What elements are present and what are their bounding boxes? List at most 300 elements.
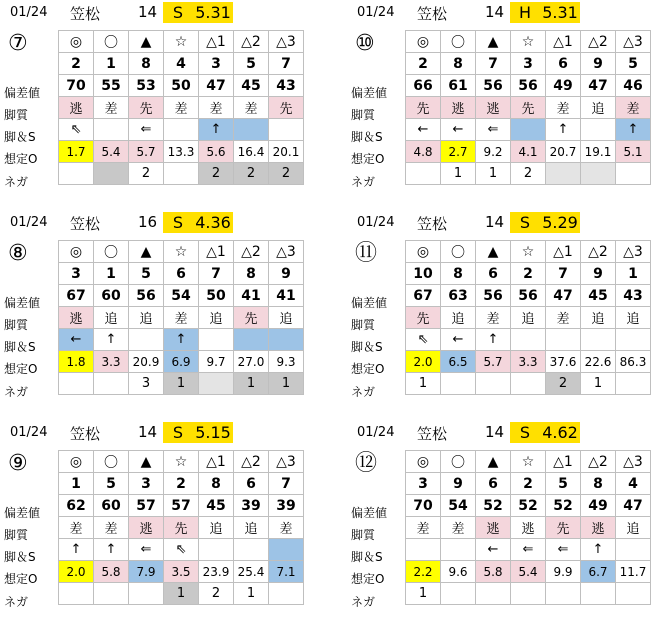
grid-cell: 5.7	[129, 141, 164, 163]
grid-cell: 9.3	[269, 351, 304, 373]
grid-cell: 46	[616, 75, 651, 97]
grid-cell: 2	[511, 473, 546, 495]
race-panel	[0, 0, 320, 205]
grid-cell: 2	[406, 53, 441, 75]
grid-row-marks	[406, 31, 651, 53]
grid-row-odds	[406, 351, 651, 373]
grid-cell: 逃	[59, 307, 94, 329]
race-grid	[405, 30, 651, 185]
grid-cell: 49	[581, 495, 616, 517]
grid-cell: 9.2	[476, 141, 511, 163]
grid-cell	[129, 583, 164, 605]
grid-row-arrow	[406, 329, 651, 351]
grid-cell: 〇	[441, 241, 476, 263]
grid-cell: 7	[199, 263, 234, 285]
grid-cell: 差	[59, 517, 94, 539]
grid-cell	[94, 163, 129, 185]
grid-cell	[546, 583, 581, 605]
race-header	[0, 0, 320, 24]
grid-cell: ←	[441, 119, 476, 141]
grid-cell: 8	[441, 53, 476, 75]
grid-cell: 3	[59, 263, 94, 285]
grid-cell: 追	[199, 307, 234, 329]
grid-cell: 43	[269, 75, 304, 97]
venue-name: 笠松	[70, 215, 101, 233]
row-label: ネガ	[351, 385, 376, 399]
grid-cell: 〇	[94, 31, 129, 53]
grid-cell: 5.6	[199, 141, 234, 163]
grid-cell	[581, 163, 616, 185]
grid-cell: 差	[94, 97, 129, 119]
grid-cell: 5.4	[94, 141, 129, 163]
grid-cell	[199, 373, 234, 395]
grid-cell: 63	[441, 285, 476, 307]
grid-cell: 1	[269, 373, 304, 395]
grid-row-dev	[59, 75, 304, 97]
grid-cell: 16.4	[234, 141, 269, 163]
race-date: 01/24	[10, 215, 48, 230]
grid-cell: ⇐	[476, 119, 511, 141]
race-header	[347, 0, 667, 24]
grid-cell: 2	[546, 373, 581, 395]
grid-cell: 3	[129, 373, 164, 395]
grid-cell: 差	[94, 517, 129, 539]
venue-name: 笠松	[417, 5, 448, 23]
row-label: 想定O	[4, 362, 38, 376]
grid-cell: ↑	[94, 329, 129, 351]
race-grid	[58, 240, 304, 395]
row-label: 脚＆S	[351, 550, 383, 564]
row-label: 想定O	[4, 572, 38, 586]
grid-cell: 先	[234, 307, 269, 329]
grid-cell: 2.0	[59, 561, 94, 583]
grid-row-num	[59, 473, 304, 495]
score-badge: 4.36	[193, 212, 233, 233]
grid-cell: 追	[581, 97, 616, 119]
row-label: 脚質	[4, 318, 29, 332]
row-label: 想定O	[4, 152, 38, 166]
grid-cell: 3.5	[164, 561, 199, 583]
grid-cell: ↑	[476, 329, 511, 351]
grid-cell: ↑	[616, 119, 651, 141]
grid-cell: 5.8	[476, 561, 511, 583]
grid-cell: 47	[199, 75, 234, 97]
row-label: 想定O	[351, 152, 385, 166]
grid-cell: 1	[94, 53, 129, 75]
grid-cell	[511, 329, 546, 351]
grid-cell: 52	[546, 495, 581, 517]
grid-row-dev	[59, 495, 304, 517]
row-label: 脚＆S	[4, 550, 36, 564]
grid-cell: 8	[581, 473, 616, 495]
grid-cell: 逃	[476, 97, 511, 119]
grid-cell: 差	[269, 517, 304, 539]
row-label: 脚質	[351, 318, 376, 332]
grid-row-style	[59, 307, 304, 329]
grid-cell: 〇	[441, 31, 476, 53]
grid-cell: ⇐	[546, 539, 581, 561]
grid-cell: 20.7	[546, 141, 581, 163]
row-label: ネガ	[351, 175, 376, 189]
grid-row-style	[406, 97, 651, 119]
grid-cell: 差	[441, 517, 476, 539]
grid-cell: 70	[406, 495, 441, 517]
grid-cell	[199, 329, 234, 351]
grid-row-marks	[406, 241, 651, 263]
venue-name: 笠松	[70, 425, 101, 443]
grid-cell: 差	[476, 307, 511, 329]
grid-cell: 2	[269, 163, 304, 185]
grid-cell: 52	[476, 495, 511, 517]
runner-count: 14	[485, 213, 505, 231]
grid-cell: 9	[269, 263, 304, 285]
grid-cell: 7	[269, 53, 304, 75]
grid-cell: 41	[234, 285, 269, 307]
grid-cell: 5	[546, 473, 581, 495]
grid-row-odds	[406, 141, 651, 163]
grid-row-arrow	[406, 119, 651, 141]
grid-cell	[269, 119, 304, 141]
race-header	[0, 210, 320, 234]
grid-row-odds	[59, 141, 304, 163]
race-number: ⑦	[8, 31, 28, 56]
grid-cell: 25.4	[234, 561, 269, 583]
grid-row-style	[406, 307, 651, 329]
grid-cell: 2	[234, 163, 269, 185]
grid-cell: 1.7	[59, 141, 94, 163]
grid-cell: 3	[511, 53, 546, 75]
venue-name: 笠松	[417, 215, 448, 233]
grid-cell: 追	[269, 307, 304, 329]
grid-cell: 1	[476, 163, 511, 185]
grid-row-num	[59, 263, 304, 285]
race-panel	[347, 420, 667, 625]
grid-cell: 5	[616, 53, 651, 75]
grid-cell: 逃	[441, 97, 476, 119]
row-label: 偏差値	[4, 86, 41, 100]
grid-cell: 追	[199, 517, 234, 539]
race-date: 01/24	[10, 5, 48, 20]
grid-cell: △1	[546, 241, 581, 263]
grid-cell	[546, 329, 581, 351]
grid-cell: 4	[164, 53, 199, 75]
grid-cell: ⇐	[511, 539, 546, 561]
row-label: 脚質	[4, 108, 29, 122]
grid-cell: 1	[581, 373, 616, 395]
grid-cell	[129, 329, 164, 351]
grid-cell: ↑	[164, 329, 199, 351]
grid-cell: ↑	[199, 119, 234, 141]
race-date: 01/24	[357, 5, 395, 20]
grid-cell	[546, 163, 581, 185]
grid-cell: 1	[616, 263, 651, 285]
grid-cell: ⇖	[59, 119, 94, 141]
grid-row-arrow	[59, 329, 304, 351]
grid-cell: 41	[269, 285, 304, 307]
grid-cell: 6.9	[164, 351, 199, 373]
grid-cell: 7	[546, 263, 581, 285]
grid-cell: 逃	[511, 517, 546, 539]
row-label: ネガ	[4, 385, 29, 399]
grid-cell	[269, 329, 304, 351]
grid-cell: 3	[199, 53, 234, 75]
race-number: ⑨	[8, 451, 28, 476]
grid-cell: 差	[164, 97, 199, 119]
grid-cell: 19.1	[581, 141, 616, 163]
race-date: 01/24	[357, 425, 395, 440]
grid-row-odds	[59, 351, 304, 373]
grid-cell	[511, 583, 546, 605]
grid-cell	[406, 163, 441, 185]
grid-cell: △2	[581, 241, 616, 263]
grid-cell: 1	[164, 583, 199, 605]
grid-cell	[234, 119, 269, 141]
grid-cell: △1	[199, 31, 234, 53]
race-panel	[347, 0, 667, 205]
grid-cell: 66	[406, 75, 441, 97]
grid-row-neg	[59, 163, 304, 185]
runner-count: 14	[138, 423, 158, 441]
grid-row-neg	[406, 163, 651, 185]
grid-row-num	[406, 53, 651, 75]
row-label: 脚質	[4, 528, 29, 542]
grid-cell: △2	[581, 31, 616, 53]
grid-row-dev	[406, 285, 651, 307]
grid-row-marks	[59, 451, 304, 473]
grid-cell: 9	[441, 473, 476, 495]
grid-cell: ▲	[476, 241, 511, 263]
grid-cell: 70	[59, 75, 94, 97]
grid-cell: ←	[406, 119, 441, 141]
runner-count: 16	[138, 213, 158, 231]
grade-badge: H	[510, 2, 540, 23]
grid-cell	[269, 539, 304, 561]
grid-cell: 54	[441, 495, 476, 517]
grid-cell	[59, 163, 94, 185]
grid-cell: 6.5	[441, 351, 476, 373]
grid-row-num	[59, 53, 304, 75]
grid-cell: 9	[581, 263, 616, 285]
row-label: 脚質	[351, 528, 376, 542]
grid-row-arrow	[406, 539, 651, 561]
grid-row-marks	[406, 451, 651, 473]
race-panel	[0, 420, 320, 625]
grid-cell: 60	[94, 285, 129, 307]
grid-cell: 3	[129, 473, 164, 495]
grid-cell: 1	[59, 473, 94, 495]
grid-cell	[234, 329, 269, 351]
score-badge: 5.31	[540, 2, 580, 23]
grid-cell: 7	[476, 53, 511, 75]
grade-badge: S	[163, 422, 193, 443]
grid-cell: 47	[616, 495, 651, 517]
grid-cell: ☆	[164, 241, 199, 263]
runner-count: 14	[485, 423, 505, 441]
grid-cell: ◎	[59, 241, 94, 263]
grid-cell: ▲	[476, 31, 511, 53]
race-header	[347, 420, 667, 444]
grid-cell	[406, 539, 441, 561]
grid-cell: 逃	[129, 517, 164, 539]
grid-cell: 67	[59, 285, 94, 307]
grid-cell: 5.4	[511, 561, 546, 583]
grid-cell: 1.8	[59, 351, 94, 373]
grid-row-dev	[406, 495, 651, 517]
grid-cell: ←	[441, 329, 476, 351]
grid-cell: 先	[164, 517, 199, 539]
grid-cell: 56	[476, 75, 511, 97]
grid-cell: △2	[234, 241, 269, 263]
row-label: 脚質	[351, 108, 376, 122]
grid-cell: 6	[476, 473, 511, 495]
grid-cell: 43	[616, 285, 651, 307]
grid-cell: 55	[94, 75, 129, 97]
row-label: 脚＆S	[4, 340, 36, 354]
row-label: 偏差値	[4, 296, 41, 310]
grid-cell: △3	[616, 31, 651, 53]
grid-cell: ↑	[546, 119, 581, 141]
race-header	[0, 420, 320, 444]
grid-cell	[476, 373, 511, 395]
race-number: ⑪	[355, 241, 378, 266]
grid-cell: ←	[59, 329, 94, 351]
grid-cell: ◎	[406, 451, 441, 473]
grid-cell	[164, 119, 199, 141]
grid-cell	[164, 163, 199, 185]
grid-cell: 先	[269, 97, 304, 119]
grade-badge: S	[163, 2, 193, 23]
row-label: 偏差値	[4, 506, 41, 520]
grid-cell: 9.7	[199, 351, 234, 373]
grid-cell: 39	[234, 495, 269, 517]
grid-cell: 逃	[581, 517, 616, 539]
grid-cell: 〇	[94, 241, 129, 263]
grid-cell: 22.6	[581, 351, 616, 373]
grid-cell: 53	[129, 75, 164, 97]
grid-cell: 7	[269, 473, 304, 495]
grid-cell: 1	[234, 373, 269, 395]
grid-row-arrow	[59, 539, 304, 561]
grid-cell: 5.1	[616, 141, 651, 163]
grid-cell: 8	[129, 53, 164, 75]
grid-cell: 8	[234, 263, 269, 285]
grid-cell: 6	[164, 263, 199, 285]
grid-cell: 3.3	[511, 351, 546, 373]
grid-cell: ▲	[129, 451, 164, 473]
grid-cell	[94, 583, 129, 605]
grid-cell: ⇖	[406, 329, 441, 351]
grid-cell: 57	[164, 495, 199, 517]
grid-cell: △2	[234, 451, 269, 473]
grid-cell: △3	[269, 241, 304, 263]
grid-cell: ↑	[94, 539, 129, 561]
grade-badge: S	[163, 212, 193, 233]
grid-cell: 9.9	[546, 561, 581, 583]
grid-cell: 50	[164, 75, 199, 97]
grid-cell: 56	[511, 285, 546, 307]
grid-cell: 8	[441, 263, 476, 285]
grid-cell: 2.0	[406, 351, 441, 373]
row-label: 偏差値	[351, 506, 388, 520]
grid-cell	[581, 329, 616, 351]
row-label: 偏差値	[351, 86, 388, 100]
row-label: 想定O	[351, 572, 385, 586]
grid-row-num	[406, 263, 651, 285]
grid-row-neg	[406, 373, 651, 395]
grid-cell: 1	[234, 583, 269, 605]
grid-cell: △3	[269, 451, 304, 473]
grid-cell	[59, 583, 94, 605]
grid-cell: 45	[581, 285, 616, 307]
venue-name: 笠松	[70, 5, 101, 23]
grid-cell: 7.1	[269, 561, 304, 583]
grid-cell: 追	[581, 307, 616, 329]
race-panel	[0, 210, 320, 415]
grid-cell: △1	[546, 31, 581, 53]
row-label: ネガ	[4, 595, 29, 609]
grid-cell: 先	[406, 307, 441, 329]
grid-cell: 10	[406, 263, 441, 285]
grid-cell: 39	[269, 495, 304, 517]
grid-cell	[511, 373, 546, 395]
grid-cell: ←	[476, 539, 511, 561]
race-number: ⑧	[8, 241, 28, 266]
grid-cell: 5.8	[94, 561, 129, 583]
grid-cell	[441, 539, 476, 561]
grid-cell: 86.3	[616, 351, 651, 373]
grid-cell: 2	[59, 53, 94, 75]
grid-cell: 先	[406, 97, 441, 119]
grid-row-neg	[59, 583, 304, 605]
race-number: ⑫	[355, 451, 378, 476]
grid-cell: ▲	[476, 451, 511, 473]
venue-name: 笠松	[417, 425, 448, 443]
grid-cell: ↑	[581, 539, 616, 561]
runner-count: 14	[138, 3, 158, 21]
grid-cell: 6	[476, 263, 511, 285]
grid-cell: 6	[546, 53, 581, 75]
grid-cell	[441, 373, 476, 395]
grid-row-dev	[406, 75, 651, 97]
grid-cell: 5.7	[476, 351, 511, 373]
grid-cell: 47	[546, 285, 581, 307]
race-grid	[405, 450, 651, 605]
grid-cell: 2	[199, 163, 234, 185]
grid-cell: 54	[164, 285, 199, 307]
grid-cell: 5	[234, 53, 269, 75]
grid-cell: 追	[129, 307, 164, 329]
grid-cell: ☆	[164, 31, 199, 53]
grid-cell: 追	[616, 307, 651, 329]
grid-row-marks	[59, 31, 304, 53]
grid-cell: 追	[94, 307, 129, 329]
grid-cell: 逃	[59, 97, 94, 119]
grid-cell: ↑	[59, 539, 94, 561]
race-date: 01/24	[10, 425, 48, 440]
grid-row-arrow	[59, 119, 304, 141]
grid-cell	[616, 583, 651, 605]
grid-row-style	[59, 97, 304, 119]
grid-cell: 差	[164, 307, 199, 329]
grid-cell: 37.6	[546, 351, 581, 373]
grid-cell: 4	[616, 473, 651, 495]
grid-cell: 3.3	[94, 351, 129, 373]
grid-cell: ☆	[511, 241, 546, 263]
grid-cell: 追	[616, 517, 651, 539]
grid-cell: 逃	[476, 517, 511, 539]
grid-cell: 67	[406, 285, 441, 307]
grid-cell: 1	[406, 373, 441, 395]
